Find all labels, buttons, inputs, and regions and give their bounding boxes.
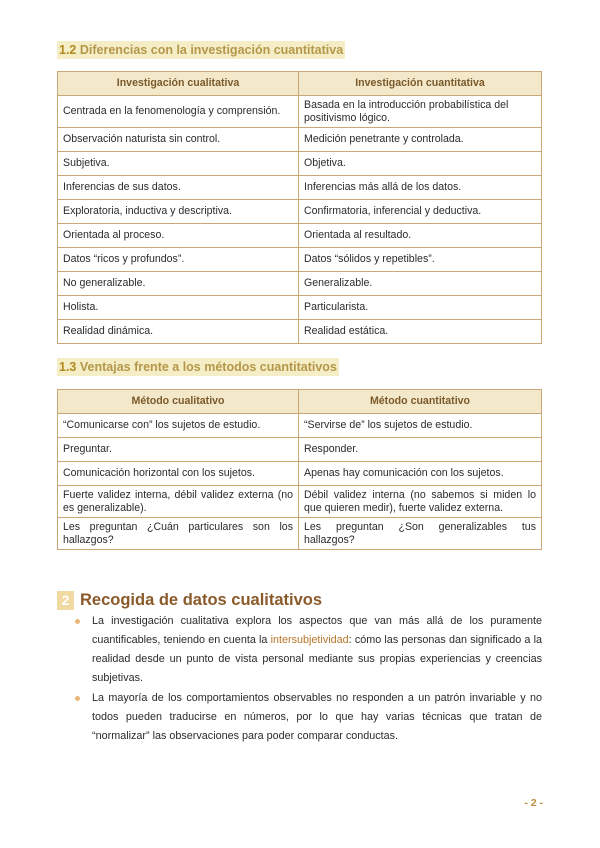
table-cell: Medición penetrante y controlada. <box>299 128 542 152</box>
table-row <box>58 462 542 486</box>
bullet-icon <box>75 696 80 701</box>
table-header-row <box>58 390 542 414</box>
table-row <box>58 272 542 296</box>
table-row <box>58 176 542 200</box>
section-1-2-heading <box>57 41 345 59</box>
table-cell: Responder. <box>299 438 542 462</box>
table-row <box>58 296 542 320</box>
table-cell: Observación naturista sin control. <box>58 128 299 152</box>
section-2-heading <box>57 589 322 611</box>
table-cell: “Comunicarse con” los sujetos de estudio. <box>58 414 299 438</box>
table-row <box>58 414 542 438</box>
table-cell: Realidad estática. <box>299 320 542 344</box>
table-cell: Centrada en la fenomenología y comprensión. <box>58 96 299 128</box>
table-row <box>58 152 542 176</box>
table-cell: Orientada al resultado. <box>299 224 542 248</box>
table-cell: Débil validez interna (no sabemos si miden lo que quieren medir), fuerte validez externa. <box>299 486 542 518</box>
table-cell: Les preguntan ¿Son generalizables tus hallazgos? <box>299 518 542 550</box>
table-cell: Comunicación horizontal con los sujetos. <box>58 462 299 486</box>
table-cell: Preguntar. <box>58 438 299 462</box>
table-cell: Generalizable. <box>299 272 542 296</box>
table-cell: Subjetiva. <box>58 152 299 176</box>
section-2-title: Recogida de datos cualitativos <box>80 590 323 609</box>
column-header: Investigación cualitativa <box>58 72 299 96</box>
bullet-2-text: La mayoría de los comportamientos observables no responden a un patrón invariable y no todos pueden traducirse en números, por lo que hay varias técnicas que tratan de “normalizar” las observaciones para poder comparar conductas. <box>92 692 542 742</box>
bullet-icon <box>75 619 80 624</box>
section-1-2-title: Diferencias con la investigación cuantitativa <box>79 43 344 57</box>
list-item <box>72 689 542 746</box>
table-cell: No generalizable. <box>58 272 299 296</box>
bullet-1-text-start: La investigación cualitativa explora los aspectos que van más allá de los puramente cuantificables, teniendo en cuenta la <box>92 615 542 646</box>
table-cell: Les preguntan ¿Cuán particulares son los hallazgos? <box>58 518 299 550</box>
table-header-row <box>58 72 542 96</box>
table-row <box>58 518 542 550</box>
table-cell: Confirmatoria, inferencial y deductiva. <box>299 200 542 224</box>
table-cell: Objetiva. <box>299 152 542 176</box>
column-header: Investigación cuantitativa <box>299 72 542 96</box>
list-item <box>72 612 542 688</box>
bullet-list <box>72 612 542 747</box>
table-row <box>58 438 542 462</box>
table-cell: Inferencias de sus datos. <box>58 176 299 200</box>
table-cell: Particularista. <box>299 296 542 320</box>
table-cell: Realidad dinámica. <box>58 320 299 344</box>
table-cell: Apenas hay comunicación con los sujetos. <box>299 462 542 486</box>
table-row <box>58 200 542 224</box>
section-1-3-title: Ventajas frente a los métodos cuantitativos <box>79 360 337 374</box>
intersubjetividad-term: intersubjetividad <box>270 634 349 646</box>
table-row <box>58 96 542 128</box>
table-row <box>58 320 542 344</box>
page-number: - 2 - <box>524 797 543 809</box>
table-cell: Datos “sólidos y repetibles”. <box>299 248 542 272</box>
table-cell: Basada en la introducción probabilística del positivismo lógico. <box>299 96 542 128</box>
section-2-number: 2 <box>57 591 74 610</box>
table-row <box>58 128 542 152</box>
column-header: Método cuantitativo <box>299 390 542 414</box>
table-cell: Holista. <box>58 296 299 320</box>
table-cell: Datos “ricos y profundos”. <box>58 248 299 272</box>
advantages-table <box>57 389 542 550</box>
bullet-1-text-end: : cómo las personas dan significado a la realidad desde un punto de vista personal mediante sus propias experiencias y creencias subjetivas. <box>92 634 542 684</box>
column-header: Método cualitativo <box>58 390 299 414</box>
section-1-2-number: 1.2 <box>59 43 77 57</box>
table-cell: Inferencias más allá de los datos. <box>299 176 542 200</box>
table-cell: Fuerte validez interna, débil validez externa (no es generalizable). <box>58 486 299 518</box>
differences-table <box>57 71 542 344</box>
table-cell: Exploratoria, inductiva y descriptiva. <box>58 200 299 224</box>
section-1-3-heading <box>57 358 339 376</box>
table-row <box>58 486 542 518</box>
table-cell: “Servirse de” los sujetos de estudio. <box>299 414 542 438</box>
table-cell: Orientada al proceso. <box>58 224 299 248</box>
table-row <box>58 224 542 248</box>
section-1-3-number: 1.3 <box>59 360 77 374</box>
table-row <box>58 248 542 272</box>
